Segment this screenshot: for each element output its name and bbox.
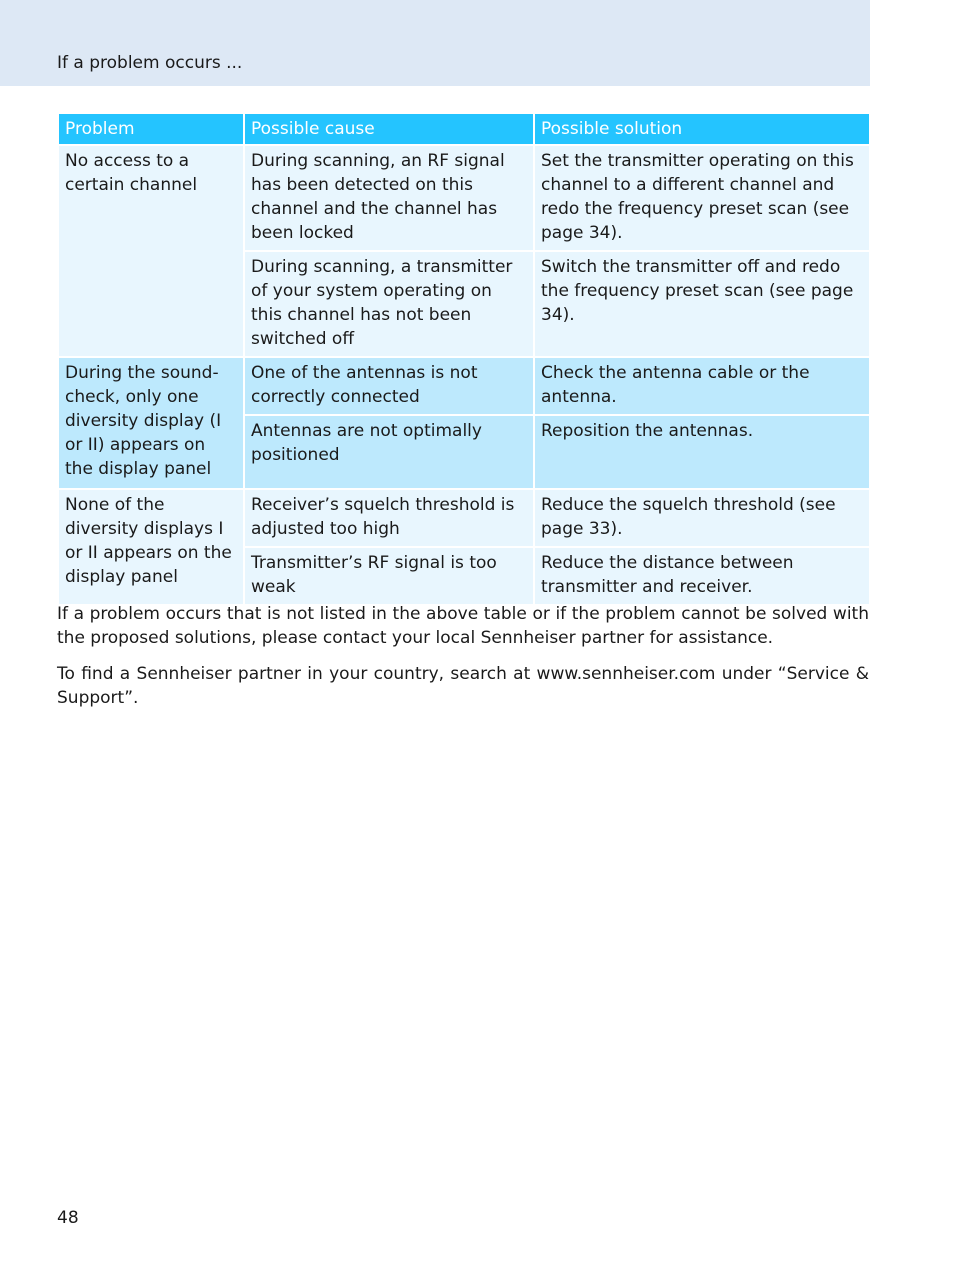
- body-paragraph: If a problem occurs that is not listed in the above table or if the problem cannot be solved with the proposed solutions, please contact your local Sennheiser partner for assistance.: [57, 604, 869, 648]
- body-paragraph: To find a Sennheiser partner in your country, search at www.sennheiser.com under “Service & Support”.: [57, 664, 869, 708]
- cause-cell: Receiver’s squelch threshold is adjusted too high: [244, 489, 534, 547]
- solution-cell: Reposition the antennas.: [534, 415, 870, 489]
- column-header-problem: Problem: [58, 114, 244, 145]
- solution-cell: Reduce the distance between transmitter and receiver.: [534, 547, 870, 605]
- page-number: 48: [57, 1208, 79, 1228]
- solution-cell: Check the antenna cable or the antenna.: [534, 357, 870, 415]
- column-header-cause: Possible cause: [244, 114, 534, 145]
- cause-cell: Transmitter’s RF signal is too weak: [244, 547, 534, 605]
- section-title: If a problem occurs ...: [57, 53, 243, 73]
- solution-cell: Switch the transmitter off and redo the frequency preset scan (see page 34).: [534, 251, 870, 357]
- column-header-solution: Possible solution: [534, 114, 870, 145]
- cause-cell: One of the antennas is not correctly connected: [244, 357, 534, 415]
- table-header-row: [58, 114, 870, 145]
- cause-cell: During scanning, an RF signal has been detected on this channel and the channel has been locked: [244, 145, 534, 251]
- cause-cell: Antennas are not optimally positioned: [244, 415, 534, 489]
- troubleshooting-table: [57, 114, 871, 606]
- cause-cell: During scanning, a transmitter of your system operating on this channel has not been switched off: [244, 251, 534, 357]
- solution-cell: Set the transmitter operating on this channel to a different channel and redo the frequency preset scan (see page 34).: [534, 145, 870, 251]
- problem-cell: None of the diversity displays I or II appears on the display panel: [58, 489, 244, 605]
- table-row: [58, 357, 870, 415]
- table-row: [58, 145, 870, 251]
- table-row: [58, 489, 870, 547]
- solution-cell: Reduce the squelch threshold (see page 33).: [534, 489, 870, 547]
- problem-cell: No access to a certain channel: [58, 145, 244, 357]
- problem-cell: During the sound-check, only one diversity display (I or II) appears on the display panel: [58, 357, 244, 489]
